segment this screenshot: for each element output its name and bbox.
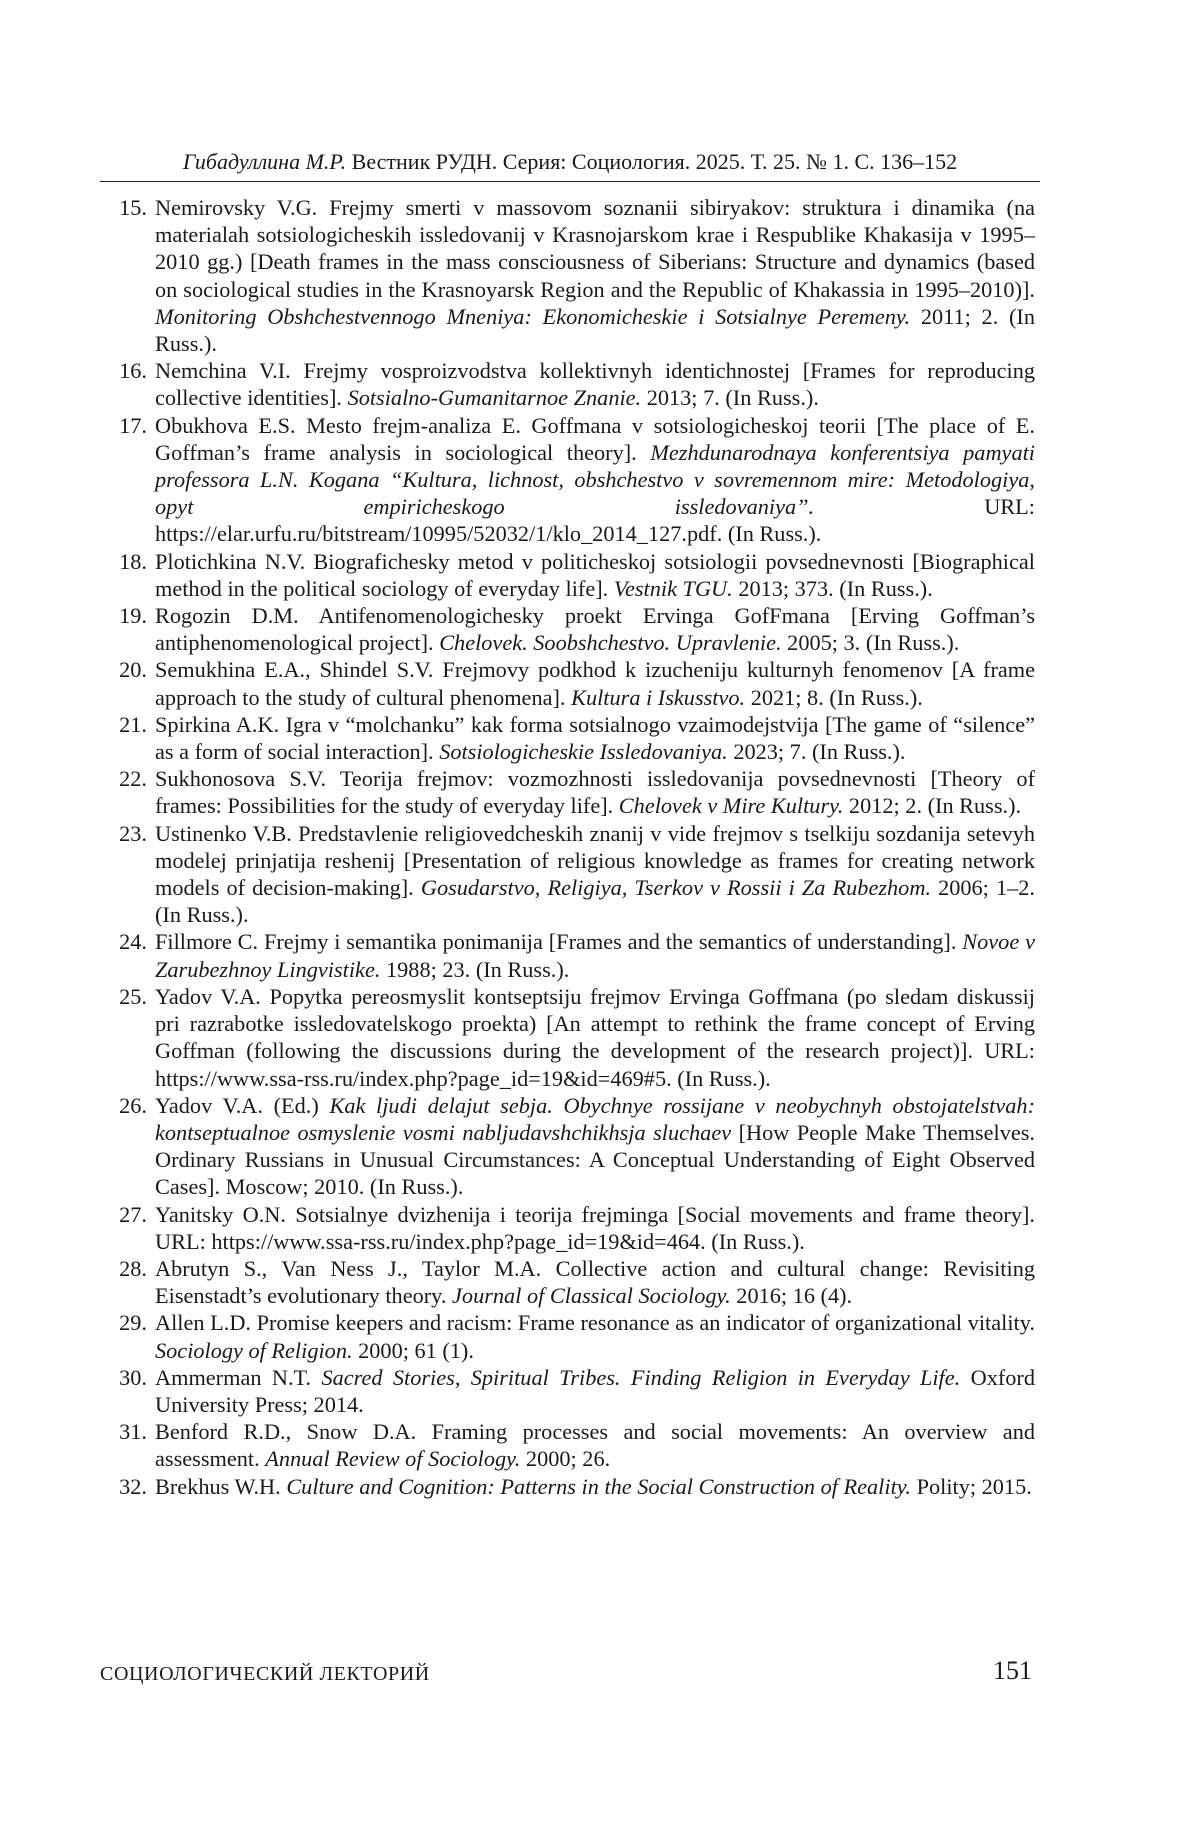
running-head: [100, 148, 1040, 176]
reference-text: Yadov V.A. Popytka pereosmyslit kontseptsiju frejmov Ervinga Goffmana (po sledam diskussij pri razrabotke issledovatelskogo proekta) [An attempt to rethink the frame concept of Erving Goffman (following the discussions during the development of the research project)]. URL: https://www.ssa-rss.ru/index.php?page_id=19&id=469#5. (In Russ.).: [155, 983, 1035, 1091]
reference-text: Ustinenko V.B. Predstavlenie religiovedcheskih znanij v vide frejmov s tselkiju sozdanija setevyh modelej prinjatija reshenij [Presentation of religious knowledge as frames for creating network models of decision-making]. Gosudarstvo, Religiya, Tserkov v Rossii i Za Rubezhom. 2006; 1–2. (In Russ.).: [155, 820, 1035, 928]
reference-text: Ammerman N.T. Sacred Stories, Spiritual Tribes. Finding Religion in Everyday Life. Oxford University Press; 2014.: [155, 1364, 1035, 1417]
running-head-author: Гибадуллина М.Р.: [182, 149, 347, 174]
reference-text: Yanitsky O.N. Sotsialnye dvizhenija i teorija frejminga [Social movements and frame theory]. URL: https://www.ssa-rss.ru/index.php?page_id=19&id=464. (In Russ.).: [155, 1201, 1035, 1254]
reference-number: 17.: [119, 412, 147, 438]
reference-text: Sukhonosova S.V. Teorija frejmov: vozmozhnosti issledovanija povsednevnosti [Theory of frames: Possibilities for the study of everyday life]. Chelovek v Mire Kultury. 2012; 2. (In Russ.).: [155, 766, 1035, 819]
reference-number: 23.: [119, 820, 147, 846]
reference-number: 32.: [119, 1473, 147, 1499]
reference-number: 21.: [119, 711, 147, 737]
reference-item: [105, 820, 1035, 929]
reference-text: Nemirovsky V.G. Frejmy smerti v massovom soznanii sibiryakov: struktura i dinamika (na materialah sotsiologicheskih issledovanij v Krasnojarskom krae i Respublike Khakasija v 1995–2010 gg.) [Death frames in the mass consciousness of Siberians: Structure and dynamics (based on sociological studies in the Krasnoyarsk Region and the Republic of Khakassia in 1995–2010)]. Monitoring Obshchestvennogo Mneniya: Ekonomicheskie i Sotsialnye Peremeny. 2011; 2. (In Russ.).: [155, 195, 1035, 357]
reference-text: Benford R.D., Snow D.A. Framing processes and social movements: An overview and assessment. Annual Review of Sociology. 2000; 26.: [155, 1419, 1035, 1472]
reference-item: [105, 1092, 1035, 1201]
reference-number: 18.: [119, 548, 147, 574]
reference-text: Yadov V.A. (Ed.) Kak ljudi delajut sebja. Obychnye rossijane v neobychnyh obstojatelstvah: kontseptualnoe osmyslenie vosmi nabljudavshchikhsja sluchaev [How People Make Themselves. Ordinary Russians in Unusual Circumstances: A Conceptual Understanding of Eight Observed Cases]. Moscow; 2010. (In Russ.).: [155, 1092, 1035, 1200]
running-head-citation: Вестник РУДН. Серия: Социология. 2025. Т. 25. № 1. С. 136–152: [351, 149, 958, 174]
reference-item: [105, 765, 1035, 819]
reference-item: [105, 412, 1035, 548]
reference-text: Semukhina E.A., Shindel S.V. Frejmovy podkhod k izucheniju kulturnyh fenomenov [A frame approach to the study of cultural phenomena]. Kultura i Iskusstvo. 2021; 8. (In Russ.).: [155, 657, 1035, 710]
reference-number: 20.: [119, 657, 147, 683]
reference-number: 25.: [119, 983, 147, 1009]
reference-number: 24.: [119, 929, 147, 955]
reference-number: 27.: [119, 1201, 147, 1227]
reference-text: Rogozin D.M. Antifenomenologichesky proekt Ervinga GofFmana [Erving Goffman’s antiphenomenological project]. Chelovek. Soobshchestvo. Upravlenie. 2005; 3. (In Russ.).: [155, 603, 1035, 656]
reference-item: [105, 1473, 1035, 1500]
reference-item: [105, 1418, 1035, 1472]
reference-item: [105, 1201, 1035, 1255]
reference-number: 15.: [119, 195, 147, 220]
reference-text: Brekhus W.H. Culture and Cognition: Patterns in the Social Construction of Reality. Polity; 2015.: [155, 1473, 1032, 1499]
reference-item: [105, 1255, 1035, 1309]
reference-item: [105, 357, 1035, 411]
reference-number: 29.: [119, 1310, 147, 1336]
reference-item: [105, 1309, 1035, 1363]
reference-item: [105, 548, 1035, 602]
reference-item: [105, 928, 1035, 982]
reference-item: [105, 194, 1035, 357]
page-number: 151: [993, 1656, 1032, 1685]
reference-number: 16.: [119, 358, 147, 384]
reference-item: [105, 656, 1035, 710]
reference-text: Abrutyn S., Van Ness J., Taylor M.A. Collective action and cultural change: Revisiting Eisenstadt’s evolutionary theory. Journal of Classical Sociology. 2016; 16 (4).: [155, 1255, 1035, 1309]
reference-number: 22.: [119, 766, 147, 792]
reference-number: 31.: [119, 1419, 147, 1445]
reference-text: Fillmore C. Frejmy i semantika ponimanija [Frames and the semantics of understanding]. Novoe v Zarubezhnoy Lingvistike. 1988; 23. (In Russ.).: [155, 929, 1035, 982]
reference-number: 30.: [119, 1364, 147, 1390]
reference-text: Spirkina A.K. Igra v “molchanku” kak forma sotsialnogo vzaimodejstvija [The game of “silence” as a form of social interaction]. Sotsiologicheskie Issledovaniya. 2023; 7. (In Russ.).: [155, 711, 1035, 765]
reference-item: [105, 1364, 1035, 1418]
reference-text: Allen L.D. Promise keepers and racism: Frame resonance as an indicator of organizational vitality. Sociology of Religion. 2000; 61 (1).: [155, 1310, 1035, 1363]
reference-number: 26.: [119, 1092, 147, 1118]
reference-number: 28.: [119, 1255, 147, 1281]
section-title: СОЦИОЛОГИЧЕСКИЙ ЛЕКТОРИЙ: [100, 1663, 430, 1685]
reference-text: Plotichkina N.V. Biografichesky metod v politicheskoj sotsiologii povsednevnosti [Biographical method in the political sociology of everyday life]. Vestnik TGU. 2013; 373. (In Russ.).: [155, 548, 1035, 601]
reference-list: [105, 194, 1035, 1500]
reference-item: [105, 711, 1035, 765]
reference-number: 19.: [119, 603, 147, 629]
header-rule: [100, 181, 1040, 182]
reference-item: [105, 602, 1035, 656]
reference-text: Obukhova E.S. Mesto frejm-analiza E. Goffmana v sotsiologicheskoj teorii [The place of E. Goffman’s frame analysis in sociological theory]. Mezhdunarodnaya konferentsiya pamyati professora L.N. Kogana “Kultura, lichnost, obshchestvo v sovremennom mire: Metodologiya, opyt empiricheskogo issledovaniya”. URL: https://elar.urfu.ru/bitstream/10995/52032/1/klo_2014_127.pdf. (In Russ.).: [155, 412, 1035, 547]
reference-item: [105, 983, 1035, 1092]
reference-text: Nemchina V.I. Frejmy vosproizvodstva kollektivnyh identichnostej [Frames for reproducing collective identities]. Sotsialno-Gumanitarnoe Znanie. 2013; 7. (In Russ.).: [155, 358, 1035, 411]
